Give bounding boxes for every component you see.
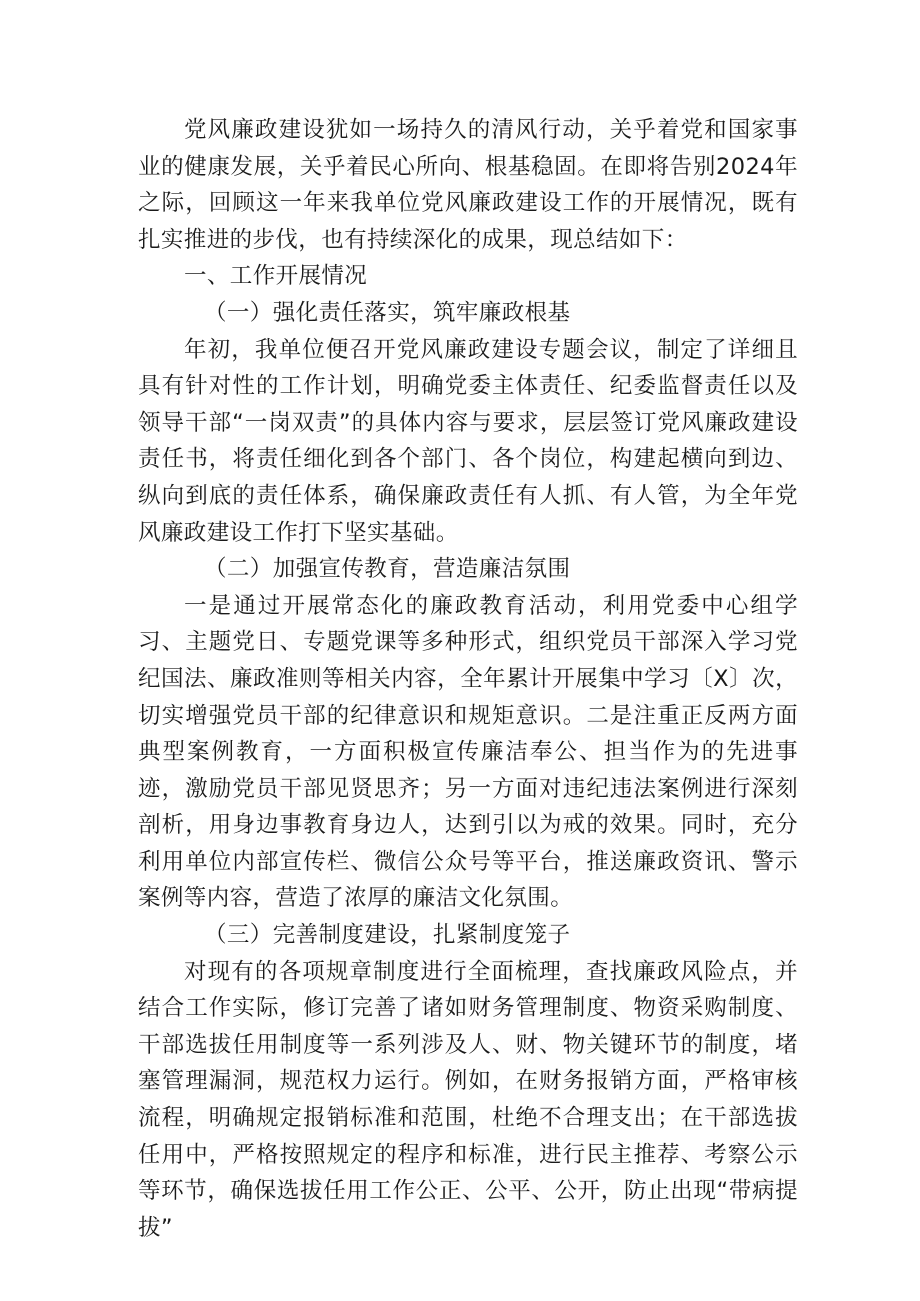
section-heading-work-status: 一、工作开展情况 (184, 263, 368, 290)
document-body (138, 112, 798, 1246)
subheading-education: （二）加强宣传教育，营造廉洁氛围 (204, 556, 571, 583)
paragraph-education: 一是通过开展常态化的廉政教育活动，利用党委中心组学习、主题党日、专题党课等多种形式，组织党员干部深入学习党纪国法、廉政准则等相关内容，全年累计开展集中学习〔X〕次，切实增强党员干部的纪律意识和规矩意识。二是注重正反两方面典型案例教育，一方面积极宣传廉洁奉公、担当作为的先进事迹，激励党员干部见贤思齐；另一方面对违纪违法案例进行深刻剖析，用身边事教育身边人，达到引以为戒的效果。同时，充分利用单位内部宣传栏、微信公众号等平台，推送廉政资讯、警示案例等内容，营造了浓厚的廉洁文化氛围。 (138, 592, 798, 912)
subheading-system: （三）完善制度建设，扎紧制度笼子 (204, 922, 571, 949)
paragraph-responsibility: 年初，我单位便召开党风廉政建设专题会议，制定了详细且具有针对性的工作计划，明确党委主体责任、纪委监督责任以及领导干部“一岗双责”的具体内容与要求，层层签订党风廉政建设责任书，将责任细化到各个部门、各个岗位，构建起横向到边、纵向到底的责任体系，确保廉政责任有人抓、有人管，为全年党风廉政建设工作打下坚实基础。 (138, 336, 798, 546)
intro-paragraph: 党风廉政建设犹如一场持久的清风行动，关乎着党和国家事业的健康发展，关乎着民心所向、根基稳固。在即将告别2024年之际，回顾这一年来我单位党风廉政建设工作的开展情况，既有扎实推进的步伐，也有持续深化的成果，现总结如下： (138, 117, 798, 253)
subheading-responsibility: （一）强化责任落实，筑牢廉政根基 (204, 299, 571, 326)
paragraph-system: 对现有的各项规章制度进行全面梳理，查找廉政风险点，并结合工作实际，修订完善了诸如财务管理制度、物资采购制度、干部选拔任用制度等一系列涉及人、财、物关键环节的制度，堵塞管理漏洞，规范权力运行。例如，在财务报销方面，严格审核流程，明确规定报销标准和范围，杜绝不合理支出；在干部选拔任用中，严格按照规定的程序和标准，进行民主推荐、考察公示等环节，确保选拔任用工作公正、公平、公开，防止出现“带病提拔” (138, 958, 798, 1241)
